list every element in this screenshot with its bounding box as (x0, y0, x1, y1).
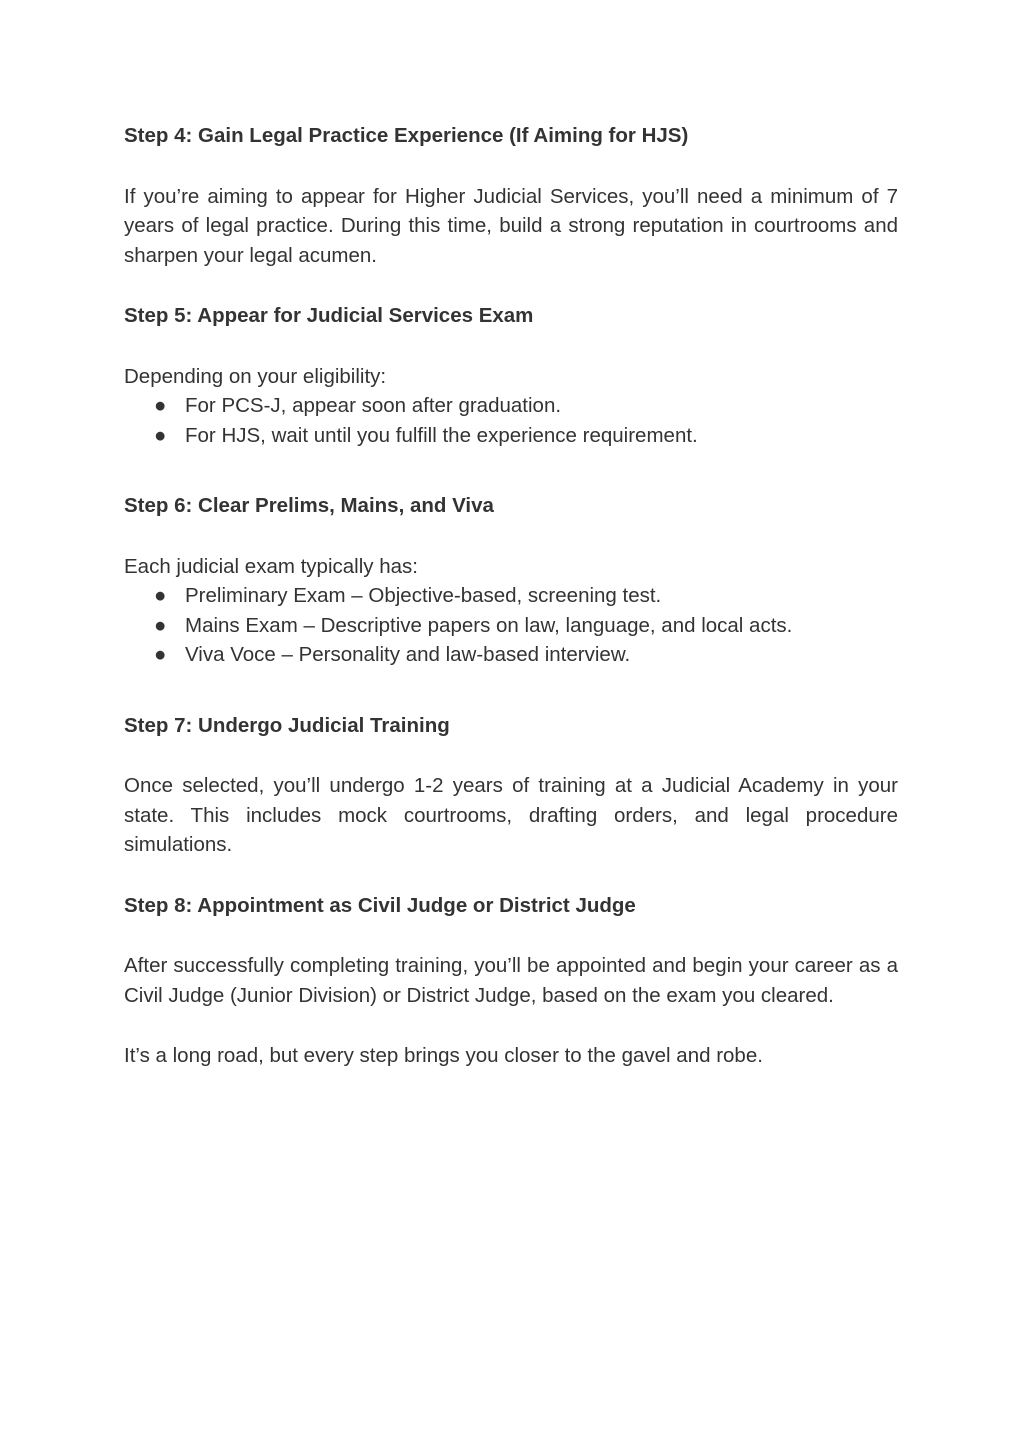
step-5-heading: Step 5: Appear for Judicial Services Exam (124, 304, 534, 327)
list-item-text: Preliminary Exam – Objective-based, screening test. (185, 584, 662, 607)
bullet-icon: ● (154, 643, 167, 666)
step-5-bullet-list (124, 391, 898, 450)
step-6-heading: Step 6: Clear Prelims, Mains, and Viva (124, 494, 494, 517)
step-7-paragraph: Once selected, you’ll undergo 1-2 years of training at a Judicial Academy in your state. This includes mock courtrooms, drafting orders, and legal procedure simulations. (124, 774, 898, 856)
list-item (124, 581, 898, 611)
step-6-bullet-list (124, 581, 898, 670)
step-7-heading: Step 7: Undergo Judicial Training (124, 713, 450, 737)
list-item (124, 391, 898, 421)
list-item-text: For PCS-J, appear soon after graduation. (185, 394, 562, 417)
list-item (124, 640, 898, 670)
step-4-paragraph: If you’re aiming to appear for Higher Judicial Services, you’ll need a minimum of 7 years of legal practice. During this time, build a strong reputation in courtrooms and sharpen your legal acumen. (124, 184, 898, 267)
step-6-paragraph: Each judicial exam typically has: (124, 554, 418, 578)
bullet-icon: ● (154, 584, 167, 607)
list-item-text: For HJS, wait until you fulfill the experience requirement. (185, 423, 698, 447)
step-4-heading: Step 4: Gain Legal Practice Experience (If Aiming for HJS) (124, 124, 689, 147)
document-page (124, 121, 898, 1071)
step-5-paragraph: Depending on your eligibility: (124, 364, 387, 388)
bullet-icon: ● (154, 423, 167, 447)
step-8-paragraph: After successfully completing training, you’ll be appointed and begin your career as a Civil Judge (Junior Division) or District Judge, based on the exam you cleared. (124, 954, 898, 1007)
step-8-heading: Step 8: Appointment as Civil Judge or District Judge (124, 893, 636, 917)
list-item (124, 421, 898, 451)
bullet-icon: ● (154, 613, 167, 637)
list-item-text: Viva Voce – Personality and law-based interview. (185, 643, 631, 666)
bullet-icon: ● (154, 394, 167, 417)
list-item-text: Mains Exam – Descriptive papers on law, language, and local acts. (185, 613, 793, 637)
list-item (124, 611, 898, 641)
closing-paragraph: It’s a long road, but every step brings you closer to the gavel and robe. (124, 1044, 763, 1067)
